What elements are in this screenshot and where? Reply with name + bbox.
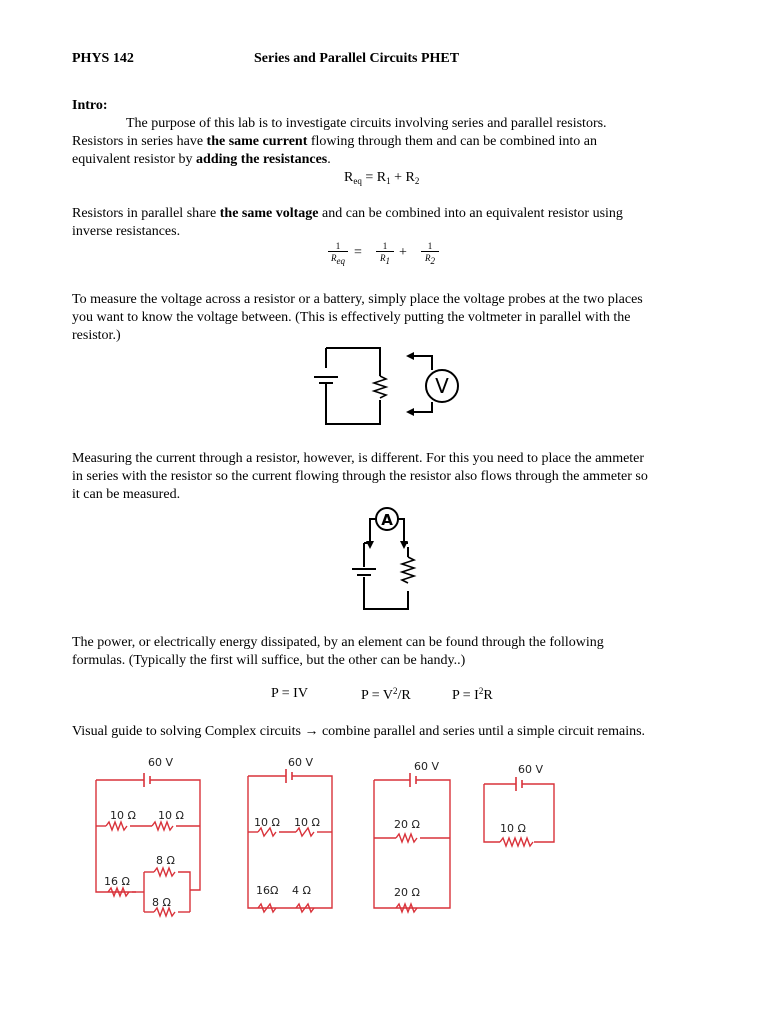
svg-text:10 Ω: 10 Ω [110, 809, 136, 822]
intro-p1-l1: The purpose of this lab is to investigate circuits involving series and parallel resistors. [126, 116, 607, 131]
svg-text:8 Ω: 8 Ω [152, 896, 171, 909]
power-formula-3: $P = I^2R$ [452, 686, 493, 703]
svg-text:8 Ω: 8 Ω [156, 854, 175, 867]
svg-text:60 V: 60 V [518, 763, 544, 776]
svg-text:20 Ω: 20 Ω [394, 886, 420, 899]
intro-p2-l2: inverse resistances. [72, 224, 181, 239]
complex-circuit-4 [480, 760, 560, 850]
svg-text:16 Ω: 16 Ω [104, 875, 130, 888]
voltage-l3: resistor.) [72, 328, 121, 343]
power-formula-1: P = IV [271, 686, 308, 701]
intro-heading: Intro: [72, 98, 108, 113]
svg-text:16Ω: 16Ω [256, 884, 279, 897]
current-l3: it can be measured. [72, 487, 181, 502]
svg-text:A: A [381, 511, 393, 529]
svg-text:10 Ω: 10 Ω [254, 816, 280, 829]
power-formula-2: $P = V^2/R$ [361, 686, 411, 703]
current-l2: in series with the resistor so the current flowing through the resistor also flows through the ammeter so [72, 469, 648, 484]
svg-text:60 V: 60 V [414, 760, 440, 773]
intro-p1-l3: equivalent resistor by adding the resistances. [72, 152, 331, 167]
series-equation: $R_{eq} = R_1 + R_2$ [344, 170, 420, 186]
svg-text:10 Ω: 10 Ω [294, 816, 320, 829]
voltmeter-diagram [306, 340, 466, 430]
svg-text:V: V [435, 374, 449, 398]
page-title: Series and Parallel Circuits PHET [254, 51, 460, 66]
intro-p2-l1: Resistors in parallel share the same voltage and can be combined into an equivalent resistor using [72, 206, 623, 221]
visual-guide-text: Visual guide to solving Complex circuits → combine parallel and series until a simple circuit remains. [72, 724, 646, 739]
complex-circuit-3 [370, 756, 458, 912]
voltage-l1: To measure the voltage across a resistor or a battery, simply place the voltage probes at the two places [72, 292, 643, 307]
current-l1: Measuring the current through a resistor, however, is different. For this you need to place the ammeter [72, 451, 645, 466]
complex-circuit-1 [92, 752, 208, 922]
svg-text:10 Ω: 10 Ω [158, 809, 184, 822]
svg-text:4 Ω: 4 Ω [292, 884, 311, 897]
svg-text:60 V: 60 V [148, 756, 174, 769]
power-l1: The power, or electrically energy dissipated, by an element can be found through the following [72, 635, 604, 650]
svg-text:60 V: 60 V [288, 756, 314, 769]
svg-text:20 Ω: 20 Ω [394, 818, 420, 831]
voltage-l2: you want to know the voltage between. (This is effectively putting the voltmeter in parallel with the [72, 310, 631, 325]
intro-p1-l2: Resistors in series have the same current flowing through them and can be combined into an [72, 134, 598, 149]
course-code: PHYS 142 [72, 51, 134, 66]
power-l2: formulas. (Typically the first will suffice, but the other can be handy..) [72, 653, 466, 668]
ammeter-diagram [346, 505, 426, 615]
header [72, 50, 702, 68]
complex-circuit-2 [244, 752, 340, 916]
svg-text:10 Ω: 10 Ω [500, 822, 526, 835]
